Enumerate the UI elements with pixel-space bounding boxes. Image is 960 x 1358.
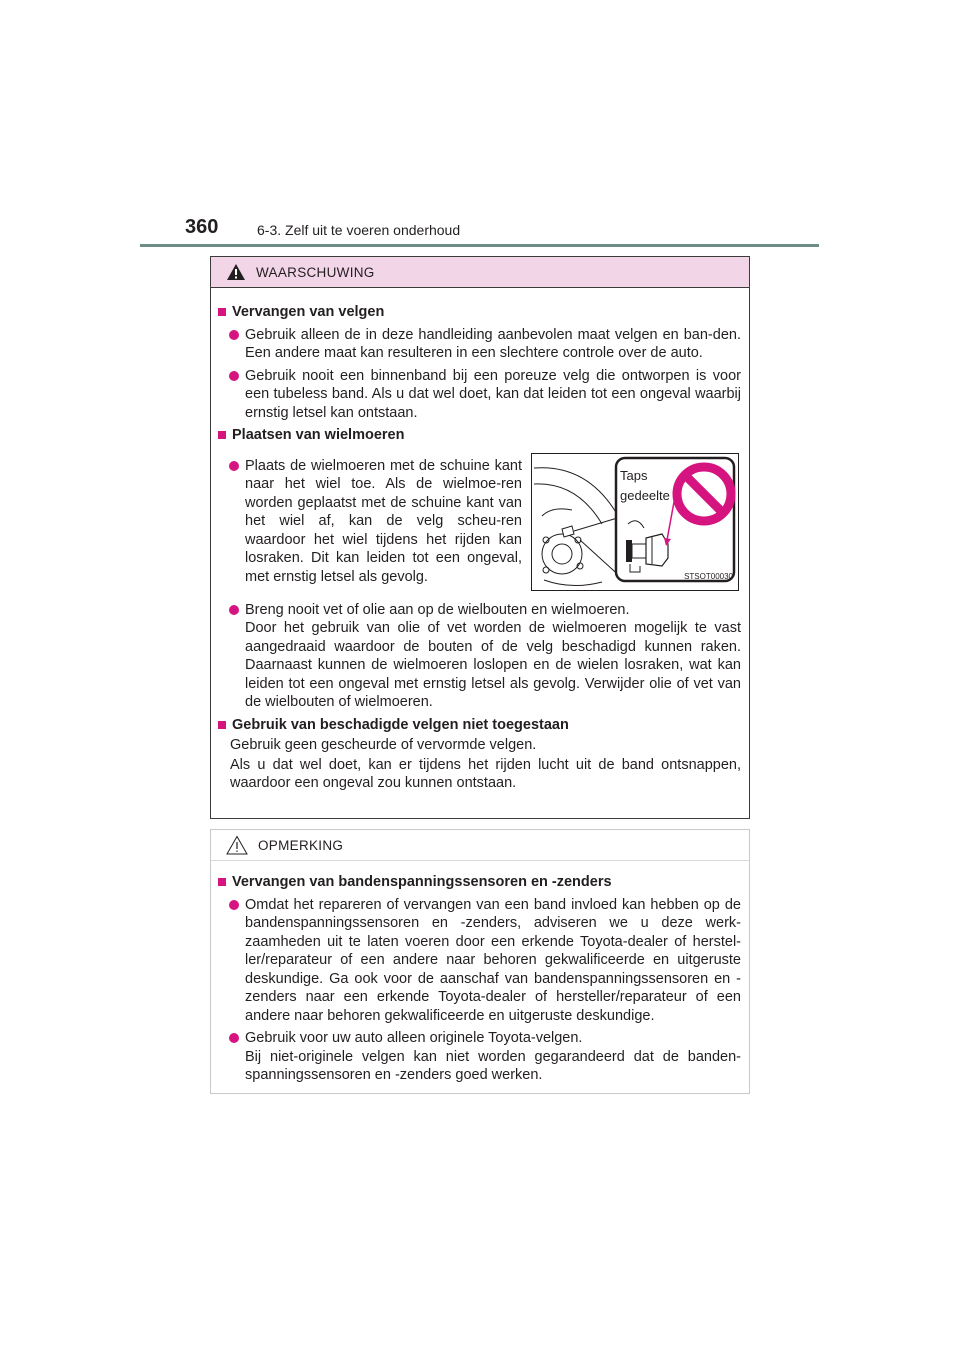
warning-triangle-icon <box>226 263 246 281</box>
section-heading <box>218 426 741 445</box>
figure-label-line: gedeelte <box>620 487 670 503</box>
section-heading <box>218 873 741 892</box>
list-item <box>218 601 741 712</box>
list-item-text <box>245 1029 741 1085</box>
page-number: 360 <box>185 216 219 238</box>
list-item-text: Omdat het repareren of vervangen van een band invloed kan hebben op de bandenspanningssensoren en -zenders, adviseren we u deze werk-zaamheden uit te laten voeren door een erkende Toyota-dealer of herstel-ler/reparateur of een andere naar behoren gekwalificeerde en uitgeruste deskundige. Ga ook voor de aanschaf van bandenspanningssensoren en -zenders naar een erkende Toyota-dealer of hersteller/reparateur of een andere naar behoren gekwalificeerde en uitgeruste deskundige. <box>245 896 741 1024</box>
list-item-detail: Door het gebruik van olie of vet worden de wielmoeren mogelijk te vast aangedraaid waardoor de bouten of de velg beschadigd kunnen raken. Daarnaast kunnen de wielmoeren loslopen en de wielen losraken, wat kan leiden tot een ongeval met ernstig letsel als gevolg. Verwijder olie of vet van de wielbouten of wielmoeren. <box>245 620 741 710</box>
list-item-line: Gebruik voor uw auto alleen originele Toyota-velgen. <box>245 1030 583 1046</box>
round-bullet-icon <box>229 1033 239 1043</box>
list-item-text: Plaats de wielmoeren met de schuine kant naar het wiel toe. Als de wielmoe-ren worden geplaatst met de schuine kant van het wiel af, kan de velg scheu-ren waardoor het wiel tijdens het rijden kan losraken. Dit kan leiden tot een ongeval, met ernstig letsel als gevolg. <box>245 457 522 585</box>
section-heading-text: Plaatsen van wielmoeren <box>232 427 405 443</box>
note-body <box>211 861 749 1085</box>
section-heading <box>218 716 741 735</box>
section-wielmoeren <box>218 426 741 712</box>
header-rule <box>140 244 819 247</box>
list-item-text: Gebruik nooit een binnenband bij een poreuze velg die ontworpen is voor een tubeless band. Als u dat wel doet, kan dat leiden tot een ongeval waarbij ernstig letsel kan ontstaan. <box>245 367 741 421</box>
list-item <box>218 367 741 423</box>
list-item <box>218 326 741 363</box>
list-item-text <box>245 601 741 712</box>
square-bullet-icon <box>218 878 226 886</box>
bullet-with-figure <box>218 449 741 591</box>
round-bullet-icon <box>229 900 239 910</box>
warning-body <box>211 288 749 793</box>
round-bullet-icon <box>229 330 239 340</box>
paragraph: Als u dat wel doet, kan er tijdens het rijden lucht uit de band ontsnappen, waardoor een ongeval zou kunnen ontstaan. <box>230 756 741 791</box>
list-item <box>218 1029 741 1085</box>
section-beschadigde-velgen <box>218 716 741 793</box>
caution-triangle-outline-icon <box>226 835 248 855</box>
section-title: 6-3. Zelf uit te voeren onderhoud <box>257 222 461 238</box>
round-bullet-icon <box>229 371 239 381</box>
wheel-nut-illustration <box>531 453 739 591</box>
list-item <box>218 896 741 1026</box>
section-heading <box>218 303 741 322</box>
note-box <box>210 829 750 1094</box>
list-item-detail: Bij niet-originele velgen kan niet worden gegarandeerd dat de banden-spanningssensoren en -zenders goed werken. <box>245 1048 741 1083</box>
square-bullet-icon <box>218 431 226 439</box>
figure-label <box>620 466 670 506</box>
square-bullet-icon <box>218 721 226 729</box>
section-heading-text: Vervangen van bandenspanningssensoren en -zenders <box>232 874 612 890</box>
square-bullet-icon <box>218 308 226 316</box>
note-title: OPMERKING <box>258 837 344 853</box>
list-item-line: Breng nooit vet of olie aan op de wielbouten en wielmoeren. <box>245 601 630 618</box>
list-item <box>218 457 522 591</box>
round-bullet-icon <box>229 605 239 615</box>
list-item-text: Gebruik alleen de in deze handleiding aanbevolen maat velgen en ban-den. Een andere maat kan resulteren in een slechtere controle over de auto. <box>245 326 741 361</box>
section-heading-text: Vervangen van velgen <box>232 304 385 320</box>
figure-code: STSOT00030 <box>684 572 733 581</box>
paragraph: Gebruik geen gescheurde of vervormde velgen. <box>230 737 537 753</box>
figure-label-line: Taps <box>620 467 648 483</box>
section-heading-text: Gebruik van beschadigde velgen niet toegestaan <box>232 716 569 733</box>
note-header <box>211 830 749 861</box>
warning-title: WAARSCHUWING <box>256 264 375 280</box>
warning-box <box>210 256 750 819</box>
section-velgen <box>218 303 741 422</box>
warning-header <box>211 257 749 288</box>
round-bullet-icon <box>229 461 239 471</box>
